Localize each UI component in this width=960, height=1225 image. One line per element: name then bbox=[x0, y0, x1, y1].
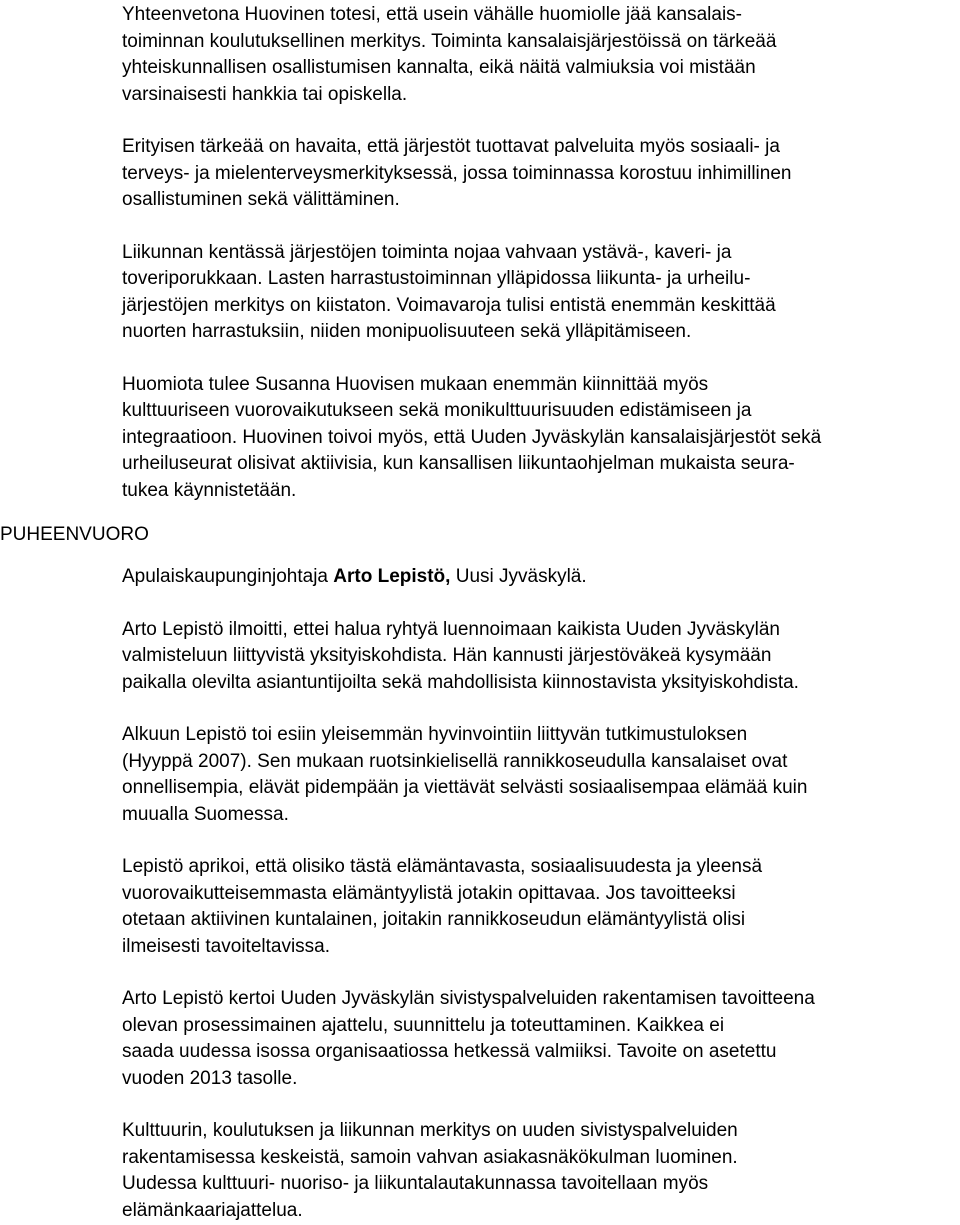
paragraph-research: Alkuun Lepistö toi esiin yleisemmän hyvinvointiin liittyvän tutkimustuloksen (Hyyppä 2007). Sen mukaan ruotsinkielisellä rannikkoseudulla kansalaiset ovat onnellisempia, elävät pidempään ja viettävät selvästi sosiaalisempaa elämää kuin muualla Suomessa. bbox=[122, 724, 808, 825]
speaker-name: Arto Lepistö, bbox=[333, 566, 451, 587]
section-label-puheenvuoro: PUHEENVUORO bbox=[0, 524, 149, 545]
paragraph-culture-education: Kulttuurin, koulutuksen ja liikunnan merkitys on uuden sivistyspalveluiden rakentamisessa keskeistä, samoin vahvan asiakasnäkökulman luominen. Uudessa kulttuuri- nuoriso- ja liikuntalautakunnassa tavoitellaan myös elämänkaariajattelua. bbox=[122, 1120, 738, 1221]
speaker-line bbox=[122, 564, 958, 591]
speaker-place: Uusi Jyväskylä. bbox=[450, 566, 587, 587]
paragraph-sports: Liikunnan kentässä järjestöjen toiminta nojaa vahvaan ystävä-, kaveri- ja toveriporukkaan. Lasten harrastustoiminnan ylläpidossa liikunta- ja urheilu- järjestöjen merkitys on kiistaton. Voimavaroja tulisi entistä enemmän keskittää nuorten harrastuksiin, niiden monipuolisuuteen sekä ylläpitämiseen. bbox=[122, 241, 776, 342]
paragraph-lepisto-intro: Arto Lepistö ilmoitti, ettei halua ryhtyä luennoimaan kaikista Uuden Jyväskylän valmisteluun liittyvistä yksityiskohdista. Hän kannusti järjestöväkeä kysymään paikalla olevilta asiantuntijoilta sekä mahdollisista kiinnostavista yksityiskohdista. bbox=[122, 618, 799, 693]
paragraph-lifestyle: Lepistö aprikoi, että olisiko tästä elämäntavasta, sosiaalisuudesta ja yleensä vuorovaikutteisemmasta elämäntyylistä jotakin opittavaa. Jos tavoitteeksi otetaan aktiivinen kuntalainen, joitakin rannikkoseudun elämäntyylistä olisi ilmeisesti tavoiteltavissa. bbox=[122, 856, 763, 957]
document-body bbox=[122, 0, 958, 1224]
speaker-title: Apulaiskaupunginjohtaja bbox=[122, 566, 334, 587]
paragraph-summary: Yhteenvetona Huovinen totesi, että usein vähälle huomiolle jää kansalais- toiminnan koulutuksellinen merkitys. Toiminta kansalaisjärjestöissä on tärkeää yhteiskunnallisen osallistumisen kannalta, eikä näitä valmiuksia voi mistään varsinaisesti hankkia tai opiskella. bbox=[122, 4, 777, 105]
paragraph-goals: Arto Lepistö kertoi Uuden Jyväskylän sivistyspalveluiden rakentamisen tavoitteena olevan prosessimainen ajattelu, suunnittelu ja toteuttaminen. Kaikkea ei saada uudessa isossa organisaatiossa hetkessä valmiiksi. Tavoite on asetettu vuoden 2013 tasolle. bbox=[122, 988, 815, 1089]
paragraph-culture: Huomiota tulee Susanna Huovisen mukaan enemmän kiinnittää myös kulttuuriseen vuorovaikutukseen sekä monikulttuurisuuden edistämiseen ja integraatioon. Huovinen toivoi myös, että Uuden Jyväskylän kansalaisjärjestöt sekä urheiluseurat olisivat aktiivisia, kun kansallisen liikuntaohjelman mukaista seura- tukea käynnistetään. bbox=[122, 373, 822, 501]
paragraph-services: Erityisen tärkeää on havaita, että järjestöt tuottavat palveluita myös sosiaali- ja terveys- ja mielenterveysmerkityksessä, jossa toiminnassa korostuu inhimillinen osallistuminen sekä välittäminen. bbox=[122, 136, 792, 210]
